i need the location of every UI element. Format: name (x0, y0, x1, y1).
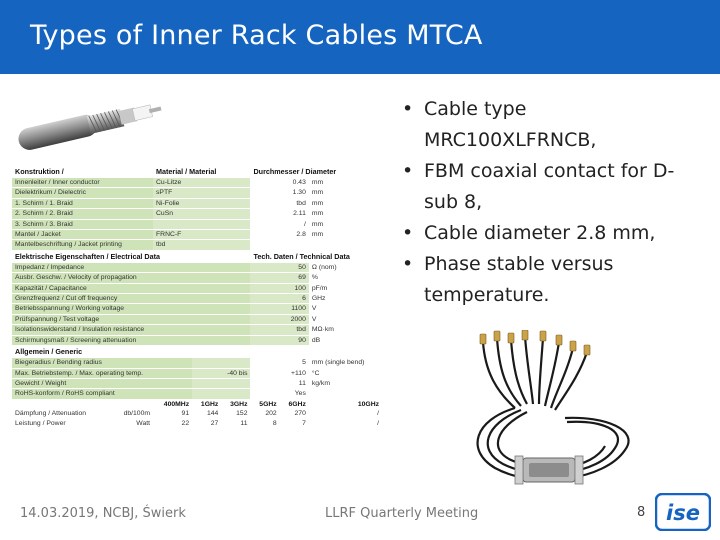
table-cell: / (309, 419, 382, 428)
ise-logo (655, 493, 711, 531)
table-cell: Ausbr. Geschw. / Velocity of propagation (12, 273, 250, 283)
table-cell: Mantel / Jacket (12, 230, 153, 240)
table-row (12, 178, 382, 188)
table-cell: 202 (250, 409, 279, 418)
table-cell: Isolationswiderstand / Insulation resistance (12, 325, 250, 335)
table-cell: Biegeradius / Bending radius (12, 358, 192, 368)
table-cell (111, 399, 153, 409)
table-cell: 144 (192, 409, 221, 418)
table-cell: 3. Schirm / 3. Braid (12, 219, 153, 229)
table-cell: Ω (nom) (309, 263, 382, 273)
table-cell: 2. Schirm / 2. Braid (12, 209, 153, 219)
table-cell: 1GHz (192, 399, 221, 409)
title-bar (0, 0, 720, 74)
page-number: 8 (637, 505, 646, 520)
table-row (12, 368, 382, 378)
table-row (12, 419, 382, 428)
table-cell: 90 (250, 335, 308, 345)
table-cell: Yes (250, 389, 308, 399)
table-row (12, 188, 382, 198)
cable-datasheet (12, 166, 382, 498)
table-section-header (12, 346, 382, 359)
table-cell: 1.30 (250, 188, 308, 198)
table-cell: Watt (111, 419, 153, 428)
table-cell: 6GHz (280, 399, 309, 409)
table-row (12, 219, 382, 229)
footer-date: 14.03.2019, NCBJ, Świerk (20, 506, 186, 521)
table-section-header (12, 250, 382, 263)
table-cell: mm (309, 209, 382, 219)
bullet-item: • Cable diameter 2.8 mm, (400, 218, 700, 249)
table-cell: mm (309, 188, 382, 198)
table-cell: tbd (153, 240, 250, 250)
table-cell: Konstruktion / (12, 166, 153, 178)
table-cell: Cu-Litze (153, 178, 250, 188)
table-cell: mm (309, 178, 382, 188)
table-cell (309, 240, 382, 250)
table-cell: db/100m (111, 409, 153, 418)
table-cell: °C (309, 368, 382, 378)
table-cell: Max. Betriebstemp. / Max. operating temp. (12, 368, 192, 378)
footer-event: LLRF Quarterly Meeting (325, 506, 479, 521)
table-cell: 2.11 (250, 209, 308, 219)
table-cell: -40 bis (192, 368, 250, 378)
table-cell: Mantelbeschriftung / Jacket printing (12, 240, 153, 250)
table-cell: Tech. Daten / Technical Data (250, 250, 382, 263)
table-row (12, 409, 382, 418)
slide-title: Types of Inner Rack Cables MTCA (30, 20, 483, 51)
table-row (12, 389, 382, 399)
table-cell: mm (single bend) (309, 358, 382, 368)
table-cell: 27 (192, 419, 221, 428)
table-cell: 8 (250, 419, 279, 428)
table-cell: Gewicht / Weight (12, 378, 192, 388)
table-cell: Innenleiter / Inner conductor (12, 178, 153, 188)
table-cell: 6 (250, 294, 308, 304)
table-cell: kg/km (309, 378, 382, 388)
table-cell: mm (309, 198, 382, 208)
table-cell: Material / Material (153, 166, 250, 178)
table-row (12, 273, 382, 283)
table-cell: mm (309, 230, 382, 240)
table-section-header (12, 166, 382, 178)
cable-harness-image (455, 330, 655, 500)
table-row (12, 263, 382, 273)
table-row (12, 294, 382, 304)
table-cell: 0.43 (250, 178, 308, 188)
table-cell: Leistung / Power (12, 419, 111, 428)
table-cell: 152 (221, 409, 250, 418)
table-row (12, 314, 382, 324)
table-cell: 91 (153, 409, 192, 418)
table-cell: Dämpfung / Attenuation (12, 409, 111, 418)
table-cell: / (309, 409, 382, 418)
bullet-item: • Phase stable versus temperature. (400, 249, 700, 311)
table-cell (153, 219, 250, 229)
table-cell: V (309, 304, 382, 314)
table-row (12, 240, 382, 250)
table-row (12, 304, 382, 314)
table-cell: Impedanz / Impedance (12, 263, 250, 273)
table-cell (192, 358, 250, 368)
table-cell: 50 (250, 263, 308, 273)
coax-cable-image (14, 90, 164, 152)
table-row (12, 335, 382, 345)
datasheet-table (12, 166, 382, 428)
table-cell: Elektrische Eigenschaften / Electrical Data (12, 250, 250, 263)
table-cell: 69 (250, 273, 308, 283)
table-row (12, 230, 382, 240)
table-cell: GHz (309, 294, 382, 304)
table-cell: 11 (221, 419, 250, 428)
bullet-item: • Cable type MRC100XLFRNCB, (400, 94, 700, 156)
table-cell: 1100 (250, 304, 308, 314)
table-cell: dB (309, 335, 382, 345)
table-cell: 400MHz (153, 399, 192, 409)
table-cell: Dielektrikum / Dielectric (12, 188, 153, 198)
table-row (12, 325, 382, 335)
table-cell: 270 (280, 409, 309, 418)
table-cell: 22 (153, 419, 192, 428)
table-cell: Prüfspannung / Test voltage (12, 314, 250, 324)
table-row (12, 283, 382, 293)
table-cell: Schirmungsmaß / Screening attenuation (12, 335, 250, 345)
table-cell: FRNC-F (153, 230, 250, 240)
table-cell (250, 240, 308, 250)
table-cell: tbd (250, 325, 308, 335)
table-cell: sPTF (153, 188, 250, 198)
table-cell: 3GHz (221, 399, 250, 409)
table-cell: Kapazität / Capacitance (12, 283, 250, 293)
table-cell: CuSn (153, 209, 250, 219)
table-cell (12, 399, 111, 409)
bullet-list (400, 94, 700, 311)
table-cell: 5 (250, 358, 308, 368)
table-cell (192, 378, 250, 388)
table-cell: 2.8 (250, 230, 308, 240)
logo-text: ise (666, 501, 700, 525)
table-cell: 5GHz (250, 399, 279, 409)
table-cell: Durchmesser / Diameter (250, 166, 382, 178)
bullet-item: • FBM coaxial contact for D-sub 8, (400, 156, 700, 218)
table-cell: 11 (250, 378, 308, 388)
table-cell: 100 (250, 283, 308, 293)
table-row (12, 378, 382, 388)
table-row (12, 209, 382, 219)
table-cell: % (309, 273, 382, 283)
table-cell: V (309, 314, 382, 324)
table-cell: / (250, 219, 308, 229)
table-cell: 2000 (250, 314, 308, 324)
table-row (12, 198, 382, 208)
table-cell: mm (309, 219, 382, 229)
table-row (12, 358, 382, 368)
table-cell: 10GHz (309, 399, 382, 409)
table-cell: pF/m (309, 283, 382, 293)
table-cell: MΩ·km (309, 325, 382, 335)
table-cell (192, 389, 250, 399)
table-cell (309, 389, 382, 399)
table-row (12, 399, 382, 409)
table-cell: RoHS-konform / RoHS compliant (12, 389, 192, 399)
table-cell: tbd (250, 198, 308, 208)
table-cell: Allgemein / Generic (12, 346, 382, 359)
table-cell: 1. Schirm / 1. Braid (12, 198, 153, 208)
table-cell: Ni-Folie (153, 198, 250, 208)
table-cell: 7 (280, 419, 309, 428)
table-cell: Grenzfrequenz / Cut off frequency (12, 294, 250, 304)
table-cell: Betriebsspannung / Working voltage (12, 304, 250, 314)
table-cell: +110 (250, 368, 308, 378)
